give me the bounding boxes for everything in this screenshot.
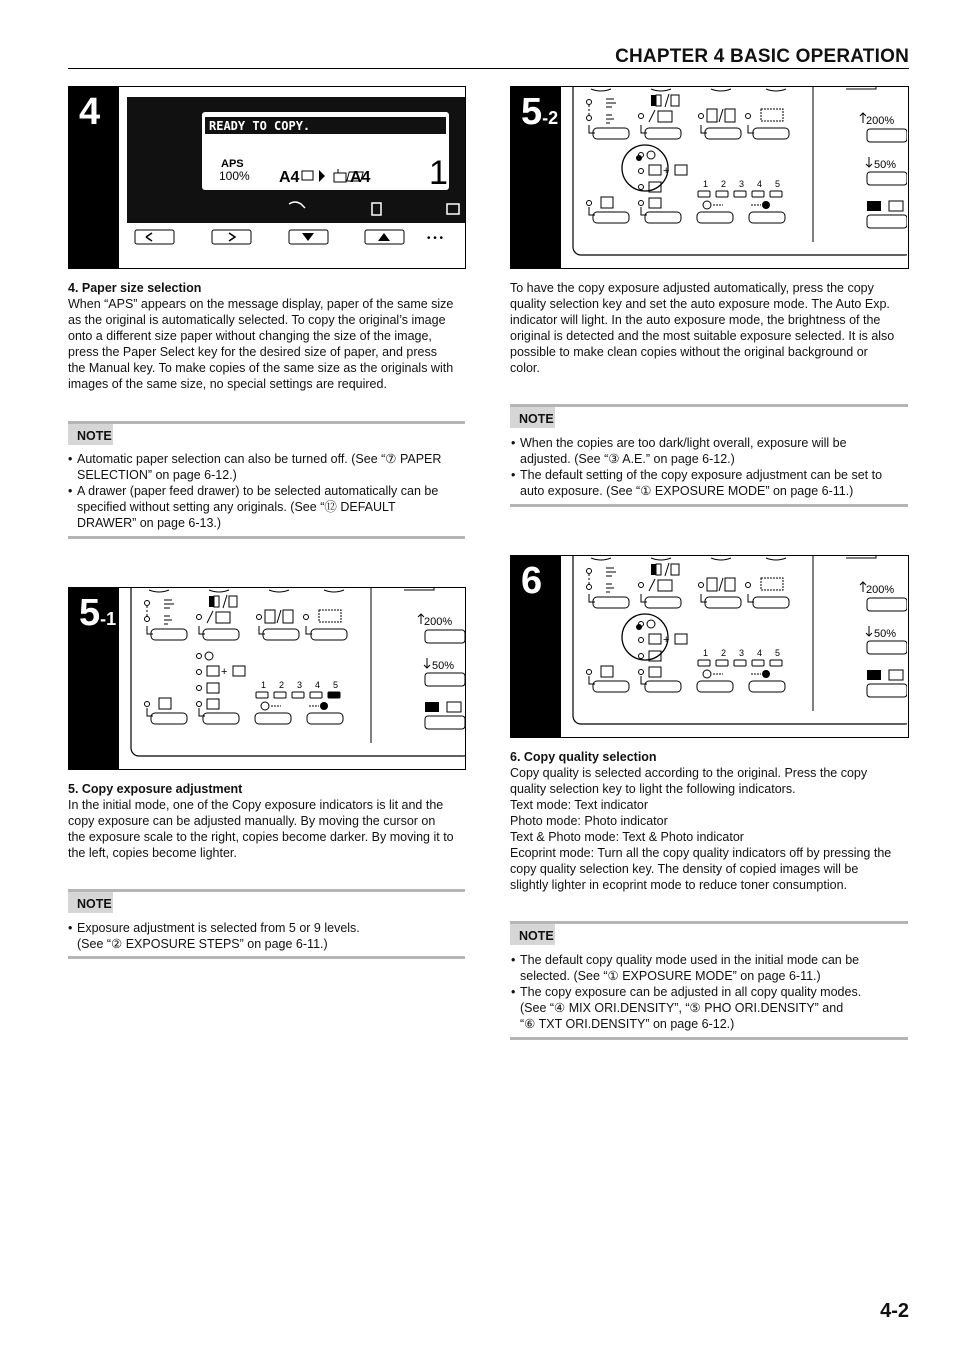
- note-line: (See “④ MIX ORI.DENSITY”, “⑤ PHO ORI.DENSITY” and: [520, 1001, 844, 1015]
- note-line: • A drawer (paper feed drawer) to be selected automatically can be: [77, 484, 439, 498]
- exposure-level-label: 2: [721, 179, 727, 189]
- body-line: the Manual key. To make copies of the same size as the originals with: [68, 361, 454, 375]
- note-item: [511, 467, 909, 499]
- zoom-down-label: 50%: [874, 159, 897, 171]
- body-line: Text & Photo mode: Text & Photo indicator: [510, 830, 744, 844]
- panel-illustration: [561, 87, 907, 268]
- body-line: Text mode: Text indicator: [510, 798, 649, 812]
- combine-icon: [707, 109, 717, 122]
- combine-key: [705, 597, 741, 608]
- note-line: • Automatic paper selection can also be turned off. (See “⑦ PAPER: [77, 452, 442, 466]
- exposure-indicator: [734, 191, 746, 197]
- lighter-key: [697, 212, 733, 223]
- section-5-body: [68, 797, 468, 861]
- body-line: In the initial mode, one of the Copy exposure indicators is lit and the: [68, 798, 444, 812]
- note-item: [68, 483, 465, 531]
- body-line: press the Paper Select key for the desired size of paper, and press: [68, 345, 437, 359]
- display-panel-illustration: [119, 87, 465, 268]
- zoom-up-key: [425, 630, 465, 643]
- body-line: quality selection key and set the auto exposure mode. The Auto Exp.: [510, 297, 890, 311]
- active-indicator: [636, 155, 642, 161]
- body-line: Copy quality is selected according to the original. Press the copy: [510, 766, 868, 780]
- body-line: Photo mode: Photo indicator: [510, 814, 668, 828]
- size-icon-a: [867, 201, 881, 211]
- note-line: • Exposure adjustment is selected from 5 or 9 levels.: [77, 921, 360, 935]
- auto-exposure-icon: [205, 652, 213, 660]
- figure-5-1-operation-panel: [68, 587, 466, 770]
- sort-key: [151, 629, 187, 640]
- exposure-indicator: [716, 660, 728, 666]
- triangle-up-icon: [378, 233, 390, 241]
- margin-key: [753, 128, 789, 139]
- note-line: auto exposure. (See “① EXPOSURE MODE” on page 6-11.): [520, 484, 854, 498]
- note-line: (See “② EXPOSURE STEPS” on page 6-11.): [77, 937, 328, 951]
- sort-icon: [606, 568, 616, 576]
- message-text: READY TO COPY.: [209, 119, 311, 133]
- note-5-2-label: NOTE: [510, 407, 555, 428]
- exposure-level-label: 5: [775, 648, 781, 658]
- zoom-up-key: [867, 129, 907, 142]
- sort-icon: [606, 99, 616, 107]
- ecoprint-key: [593, 212, 629, 223]
- figure-number-sub: -2: [542, 108, 559, 128]
- note-6-bottom-rule: [510, 1037, 908, 1040]
- body-line: onto a different size paper without changing the size of the image,: [68, 329, 432, 343]
- exposure-indicator: [716, 191, 728, 197]
- duplex-icon: [209, 596, 214, 607]
- right-key: [212, 230, 251, 244]
- sort-key: [593, 128, 629, 139]
- quality-key: [645, 212, 681, 223]
- size-icon-a: [425, 702, 439, 712]
- combine-icon: [265, 610, 275, 623]
- margin-icon: [761, 578, 783, 590]
- auto-exposure-icon: [647, 620, 655, 628]
- section-6-body: [510, 765, 910, 893]
- arrow-down-icon: [866, 626, 872, 636]
- aps-label: APS: [221, 158, 244, 170]
- note-5-bottom-rule: [68, 956, 465, 959]
- figure-tab: [511, 556, 561, 737]
- duplex-icon: [651, 564, 656, 575]
- text-photo-icon: [649, 634, 661, 644]
- panel-illustration: [119, 588, 465, 769]
- figure-tab: [69, 87, 119, 268]
- body-line: When “APS” appears on the message display, paper of the same size: [68, 297, 454, 311]
- size-key: [867, 215, 907, 228]
- triangle-down-icon: [302, 233, 314, 241]
- duplex-key: [645, 597, 681, 608]
- duplex-key: [645, 128, 681, 139]
- note-line: SELECTION” on page 6-12.): [77, 468, 237, 482]
- section-6-heading: 6. Copy quality selection: [510, 750, 657, 764]
- note-5-label: NOTE: [68, 892, 113, 913]
- text-photo-icon: [207, 666, 219, 676]
- note-5-list: [68, 920, 465, 952]
- zoom-down-label: 50%: [432, 660, 455, 672]
- exposure-level-label: 1: [703, 648, 709, 658]
- exposure-level-label: 5: [775, 179, 781, 189]
- sort-icon: [164, 600, 174, 608]
- darker-key: [749, 212, 785, 223]
- zoom-value: 100%: [219, 169, 250, 183]
- copy-count: 1: [429, 154, 448, 192]
- exposure-indicator: [328, 692, 340, 698]
- body-line: images of the same size, no special settings are required.: [68, 377, 387, 391]
- margin-key: [753, 597, 789, 608]
- section-5-2-body: [510, 280, 910, 376]
- plus-sign: +: [663, 165, 670, 177]
- arrow-left-icon: [146, 233, 152, 241]
- quality-key: [645, 681, 681, 692]
- body-line: To have the copy exposure adjusted automatically, press the copy: [510, 281, 874, 295]
- book-icon: [216, 612, 230, 623]
- panel-frame: [573, 556, 907, 724]
- exposure-indicator: [698, 191, 710, 197]
- lighter-icon: [703, 670, 711, 678]
- note-line: • The default copy quality mode used in the initial mode can be: [520, 953, 860, 967]
- note-6-top-rule: [510, 921, 908, 924]
- exposure-indicator: [698, 660, 710, 666]
- body-line: copy quality selection key. The density of copied images will be: [510, 862, 859, 876]
- section-4-heading: 4. Paper size selection: [68, 281, 202, 295]
- panel-illustration: [561, 556, 907, 737]
- exposure-level-label: 5: [333, 680, 339, 690]
- note-line: • The default setting of the copy exposure adjustment can be set to: [520, 468, 883, 482]
- darker-key: [749, 681, 785, 692]
- note-line: selected. (See “① EXPOSURE MODE” on page 6-11.): [520, 969, 821, 983]
- duplex-icon: [651, 95, 656, 106]
- plus-sign: +: [663, 634, 670, 646]
- figure-tab: [511, 87, 561, 268]
- photo-icon: [207, 683, 219, 693]
- arrow-right-key-icon: [229, 233, 235, 241]
- lighter-key: [255, 713, 291, 724]
- exposure-indicator: [274, 692, 286, 698]
- margin-key: [311, 629, 347, 640]
- note-item: [511, 984, 909, 1032]
- body-line: as the original is automatically selected. To copy the original’s image: [68, 313, 446, 327]
- figure-number: [521, 91, 558, 134]
- quality-key: [203, 713, 239, 724]
- combine-key: [263, 629, 299, 640]
- exposure-indicator: [310, 692, 322, 698]
- darker-key: [307, 713, 343, 724]
- note-line: • The copy exposure can be adjusted in all copy quality modes.: [520, 985, 862, 999]
- margin-icon: [319, 610, 341, 622]
- size-key: [867, 684, 907, 697]
- duplex-key: [203, 629, 239, 640]
- size-icon-b: [889, 670, 903, 680]
- figure-number-sub: -1: [100, 609, 117, 629]
- note-5-2-bottom-rule: [510, 504, 908, 507]
- note-4-top-rule: [68, 421, 465, 424]
- body-line: slightly lighter in ecoprint mode to reduce toner consumption.: [510, 878, 847, 892]
- text-icon: [207, 699, 219, 709]
- auto-exposure-icon: [647, 151, 655, 159]
- exposure-level-label: 1: [703, 179, 709, 189]
- body-line: quality selection key to light the following indicators.: [510, 782, 796, 796]
- note-6-list: [511, 952, 909, 1032]
- figure-number: 4: [79, 91, 101, 133]
- paper-from: A4: [279, 169, 300, 186]
- size-icon-a: [867, 670, 881, 680]
- note-item: [511, 435, 909, 467]
- zoom-down-key: [867, 172, 907, 185]
- body-line: color.: [510, 361, 540, 375]
- zoom-up-label: 200%: [866, 115, 895, 127]
- exposure-indicator: [752, 660, 764, 666]
- exposure-indicator: [770, 191, 782, 197]
- left-key: [135, 230, 174, 244]
- note-line: • When the copies are too dark/light overall, exposure will be: [520, 436, 847, 450]
- book-icon: [658, 111, 672, 122]
- plus-sign: +: [221, 666, 228, 678]
- arrow-down-icon: [866, 157, 872, 167]
- note-5-top-rule: [68, 889, 465, 892]
- exposure-indicator: [292, 692, 304, 698]
- ecoprint-icon: [159, 698, 171, 709]
- note-4-bottom-rule: [68, 536, 465, 539]
- exposure-level-label: 2: [279, 680, 285, 690]
- lighter-icon: [703, 201, 711, 209]
- exposure-level-label: 4: [757, 648, 763, 658]
- zoom-down-label: 50%: [874, 628, 897, 640]
- figure-tab: [69, 588, 119, 769]
- ecoprint-key: [593, 681, 629, 692]
- text-photo-icon: [649, 165, 661, 175]
- text-icon: [649, 667, 661, 677]
- note-5-2-top-rule: [510, 404, 908, 407]
- exposure-indicator: [770, 660, 782, 666]
- note-item: [68, 920, 465, 952]
- figure-4-display-panel: [68, 86, 466, 269]
- ecoprint-key: [151, 713, 187, 724]
- note-line: specified without setting any originals. (See “⑫ DEFAULT: [77, 500, 396, 514]
- more-dots: • • •: [427, 233, 444, 244]
- body-line: indicator will light. In the auto exposure mode, the brightness of the: [510, 313, 881, 327]
- figure-number: [79, 592, 116, 635]
- lighter-icon: [261, 702, 269, 710]
- ecoprint-icon: [601, 197, 613, 208]
- panel-frame: [131, 588, 465, 756]
- note-item: [68, 451, 465, 483]
- combine-key: [705, 128, 741, 139]
- figure-5-2-operation-panel: [510, 86, 909, 269]
- group-icon: [606, 115, 614, 123]
- exposure-level-label: 4: [757, 179, 763, 189]
- exposure-level-label: 4: [315, 680, 321, 690]
- text-icon: [649, 198, 661, 208]
- arrow-down-icon: [424, 658, 430, 668]
- paper-to: A4: [350, 169, 371, 186]
- margin-icon: [761, 109, 783, 121]
- lighter-key: [697, 681, 733, 692]
- exposure-indicator: [734, 660, 746, 666]
- figure-number-main: 5: [521, 91, 543, 133]
- active-indicator: [636, 624, 642, 630]
- exposure-level-label: 1: [261, 680, 267, 690]
- note-item: [511, 952, 909, 984]
- body-line: possible to make clean copies without the original background or: [510, 345, 868, 359]
- darker-icon: [762, 201, 770, 209]
- body-line: original is detected and the most suitable exposure selected. It is also: [510, 329, 895, 343]
- size-key: [425, 716, 465, 729]
- figure-number: 6: [521, 560, 543, 602]
- exposure-indicator: [256, 692, 268, 698]
- page-number: 4-2: [880, 1300, 909, 1322]
- group-icon: [164, 616, 172, 624]
- exposure-level-label: 2: [721, 648, 727, 658]
- body-line: copy exposure can be adjusted manually. By moving the cursor on: [68, 814, 436, 828]
- note-line: “⑥ TXT ORI.DENSITY” on page 6-12.): [520, 1017, 735, 1031]
- panel-frame: [573, 87, 907, 255]
- section-4-body: [68, 296, 468, 392]
- darker-icon: [320, 702, 328, 710]
- combine-icon: [707, 578, 717, 591]
- exposure-indicator: [752, 191, 764, 197]
- zoom-up-key: [867, 598, 907, 611]
- note-4-label: NOTE: [68, 424, 113, 445]
- sort-key: [593, 597, 629, 608]
- chapter-header: [68, 44, 909, 69]
- section-5-heading: 5. Copy exposure adjustment: [68, 782, 243, 796]
- note-line: adjusted. (See “③ A.E.” on page 6-12.): [520, 452, 735, 466]
- darker-icon: [762, 670, 770, 678]
- size-icon-b: [889, 201, 903, 211]
- chapter-title: CHAPTER 4 BASIC OPERATION: [615, 46, 909, 67]
- exposure-level-label: 3: [739, 648, 745, 658]
- exposure-level-label: 3: [297, 680, 303, 690]
- exposure-level-label: 3: [739, 179, 745, 189]
- note-line: DRAWER” on page 6-13.): [77, 516, 222, 530]
- body-line: the exposure scale to the right, copies become darker. By moving it to: [68, 830, 454, 844]
- zoom-up-label: 200%: [866, 584, 895, 596]
- group-icon: [606, 584, 614, 592]
- note-5-2-list: [511, 435, 909, 499]
- body-line: Ecoprint mode: Turn all the copy quality indicators off by pressing the: [510, 846, 892, 860]
- figure-6-operation-panel: [510, 555, 909, 738]
- figure-number-main: 5: [79, 592, 101, 634]
- zoom-down-key: [867, 641, 907, 654]
- book-icon: [658, 580, 672, 591]
- note-6-label: NOTE: [510, 924, 555, 945]
- size-icon-b: [447, 702, 461, 712]
- ecoprint-icon: [601, 666, 613, 677]
- note-4-list: [68, 451, 465, 531]
- zoom-down-key: [425, 673, 465, 686]
- body-line: the left, copies become lighter.: [68, 846, 237, 860]
- zoom-up-label: 200%: [424, 616, 453, 628]
